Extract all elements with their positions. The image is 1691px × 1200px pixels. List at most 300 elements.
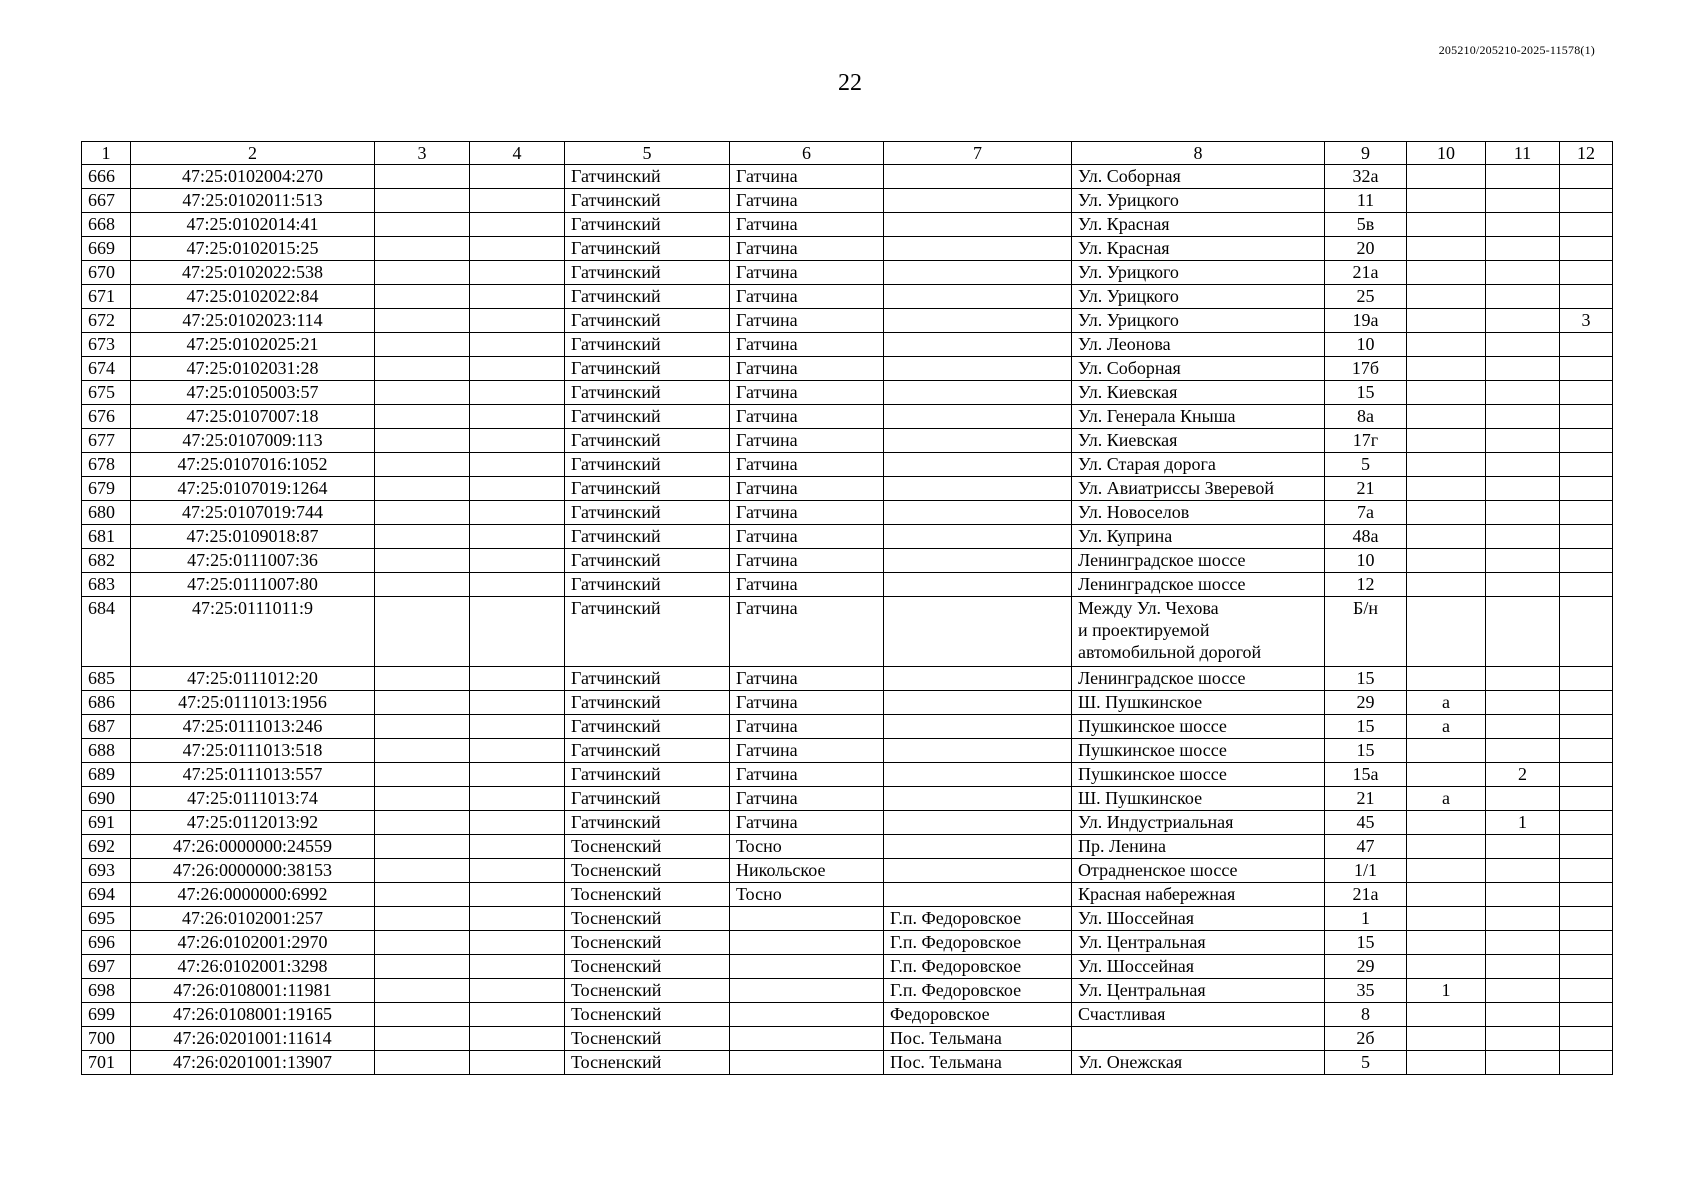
cell-locality — [884, 237, 1072, 261]
cell-number: 701 — [82, 1051, 131, 1075]
cell-number: 687 — [82, 715, 131, 739]
cell-col4 — [470, 333, 565, 357]
cell-settlement: Гатчина — [730, 237, 884, 261]
cell-col10 — [1407, 739, 1486, 763]
cell-col10 — [1407, 573, 1486, 597]
cell-settlement — [730, 979, 884, 1003]
cell-col11 — [1486, 859, 1560, 883]
cell-locality — [884, 333, 1072, 357]
cell-district: Тосненский — [565, 931, 730, 955]
cell-locality — [884, 835, 1072, 859]
cell-locality — [884, 405, 1072, 429]
cell-cadastral: 47:25:0102004:270 — [131, 165, 375, 189]
cell-col11 — [1486, 955, 1560, 979]
cell-col4 — [470, 285, 565, 309]
cell-locality — [884, 429, 1072, 453]
column-header: 11 — [1486, 142, 1560, 165]
cell-col10: а — [1407, 787, 1486, 811]
table-row — [82, 477, 1613, 501]
cell-col12 — [1560, 261, 1613, 285]
cell-col11 — [1486, 691, 1560, 715]
cell-house: 47 — [1325, 835, 1407, 859]
table-row — [82, 189, 1613, 213]
cell-cadastral: 47:26:0108001:19165 — [131, 1003, 375, 1027]
cell-street: Ул. Урицкого — [1072, 189, 1325, 213]
cell-col3 — [375, 691, 470, 715]
cell-house: 15 — [1325, 931, 1407, 955]
cell-street: Ул. Куприна — [1072, 525, 1325, 549]
cell-number: 684 — [82, 597, 131, 667]
cell-settlement: Гатчина — [730, 715, 884, 739]
cell-col10 — [1407, 237, 1486, 261]
cell-col10 — [1407, 333, 1486, 357]
cell-locality: Пос. Тельмана — [884, 1051, 1072, 1075]
cell-col12 — [1560, 931, 1613, 955]
cell-col10 — [1407, 213, 1486, 237]
table-row — [82, 309, 1613, 333]
cell-cadastral: 47:25:0111007:80 — [131, 573, 375, 597]
cell-district: Гатчинский — [565, 429, 730, 453]
cell-cadastral: 47:25:0102014:41 — [131, 213, 375, 237]
cell-col4 — [470, 213, 565, 237]
cell-house: 5в — [1325, 213, 1407, 237]
cell-number: 695 — [82, 907, 131, 931]
cell-district: Тосненский — [565, 979, 730, 1003]
cell-settlement: Гатчина — [730, 763, 884, 787]
cell-col3 — [375, 573, 470, 597]
cell-col4 — [470, 883, 565, 907]
cell-col12 — [1560, 429, 1613, 453]
cell-col12 — [1560, 835, 1613, 859]
cell-cadastral: 47:26:0102001:2970 — [131, 931, 375, 955]
column-header: 1 — [82, 142, 131, 165]
cell-col12: 3 — [1560, 309, 1613, 333]
cell-col3 — [375, 811, 470, 835]
column-header: 9 — [1325, 142, 1407, 165]
cell-col12 — [1560, 165, 1613, 189]
cell-number: 694 — [82, 883, 131, 907]
cell-locality — [884, 573, 1072, 597]
cell-col11 — [1486, 381, 1560, 405]
cell-col4 — [470, 357, 565, 381]
cell-street: Ул. Индустриальная — [1072, 811, 1325, 835]
cell-col3 — [375, 739, 470, 763]
cell-number: 696 — [82, 931, 131, 955]
cell-col12 — [1560, 333, 1613, 357]
cell-settlement: Гатчина — [730, 213, 884, 237]
cell-district: Гатчинский — [565, 333, 730, 357]
cell-col3 — [375, 189, 470, 213]
cell-district: Гатчинский — [565, 453, 730, 477]
cell-house: 15 — [1325, 667, 1407, 691]
cell-col4 — [470, 859, 565, 883]
table-row — [82, 333, 1613, 357]
cell-col11 — [1486, 907, 1560, 931]
cell-col10 — [1407, 1027, 1486, 1051]
cell-street: Ул. Соборная — [1072, 357, 1325, 381]
cell-col10 — [1407, 931, 1486, 955]
cell-locality — [884, 501, 1072, 525]
cell-col11 — [1486, 1003, 1560, 1027]
cell-cadastral: 47:25:0111007:36 — [131, 549, 375, 573]
cell-number: 675 — [82, 381, 131, 405]
cell-settlement: Гатчина — [730, 165, 884, 189]
cell-settlement: Гатчина — [730, 309, 884, 333]
cell-settlement: Гатчина — [730, 597, 884, 667]
cell-col12 — [1560, 525, 1613, 549]
table-row — [82, 955, 1613, 979]
cell-col4 — [470, 811, 565, 835]
cell-number: 699 — [82, 1003, 131, 1027]
cell-col11 — [1486, 309, 1560, 333]
cell-settlement: Гатчина — [730, 453, 884, 477]
cell-settlement: Гатчина — [730, 285, 884, 309]
cell-col4 — [470, 763, 565, 787]
cell-district: Гатчинский — [565, 573, 730, 597]
cell-col4 — [470, 1051, 565, 1075]
cell-number: 668 — [82, 213, 131, 237]
cell-col4 — [470, 381, 565, 405]
cell-settlement — [730, 1003, 884, 1027]
cell-cadastral: 47:25:0109018:87 — [131, 525, 375, 549]
cell-house: 5 — [1325, 1051, 1407, 1075]
cell-district: Гатчинский — [565, 501, 730, 525]
cell-col4 — [470, 1003, 565, 1027]
cell-col10 — [1407, 261, 1486, 285]
cell-district: Гатчинский — [565, 381, 730, 405]
cell-district: Гатчинский — [565, 667, 730, 691]
cell-locality — [884, 667, 1072, 691]
cell-col4 — [470, 667, 565, 691]
cell-street: Пушкинское шоссе — [1072, 763, 1325, 787]
cell-street: Ш. Пушкинское — [1072, 691, 1325, 715]
cell-col3 — [375, 333, 470, 357]
cell-col12 — [1560, 787, 1613, 811]
cell-locality — [884, 691, 1072, 715]
cell-district: Гатчинский — [565, 549, 730, 573]
cell-house: 29 — [1325, 691, 1407, 715]
cell-house: 8а — [1325, 405, 1407, 429]
cell-col10 — [1407, 1051, 1486, 1075]
cell-number: 678 — [82, 453, 131, 477]
cell-street: Ул. Авиатриссы Зверевой — [1072, 477, 1325, 501]
cell-house: 10 — [1325, 549, 1407, 573]
cell-street: Ленинградское шоссе — [1072, 667, 1325, 691]
cell-number: 692 — [82, 835, 131, 859]
cell-col12 — [1560, 907, 1613, 931]
cell-settlement: Гатчина — [730, 477, 884, 501]
cell-col3 — [375, 955, 470, 979]
cell-col4 — [470, 501, 565, 525]
cell-col3 — [375, 1051, 470, 1075]
cell-col3 — [375, 883, 470, 907]
cell-cadastral: 47:26:0102001:257 — [131, 907, 375, 931]
cell-number: 681 — [82, 525, 131, 549]
cell-cadastral: 47:25:0111013:1956 — [131, 691, 375, 715]
table-row — [82, 165, 1613, 189]
cell-house: 8 — [1325, 1003, 1407, 1027]
cell-locality — [884, 189, 1072, 213]
cell-number: 673 — [82, 333, 131, 357]
cell-house: 25 — [1325, 285, 1407, 309]
cell-col11 — [1486, 1051, 1560, 1075]
cell-house: 21а — [1325, 883, 1407, 907]
cell-col12 — [1560, 1027, 1613, 1051]
cell-col12 — [1560, 453, 1613, 477]
cell-col11 — [1486, 667, 1560, 691]
cell-locality — [884, 285, 1072, 309]
cell-house: 20 — [1325, 237, 1407, 261]
cell-col10 — [1407, 165, 1486, 189]
cell-col3 — [375, 715, 470, 739]
cell-street — [1072, 1027, 1325, 1051]
cell-locality: Г.п. Федоровское — [884, 955, 1072, 979]
cell-number: 679 — [82, 477, 131, 501]
cell-street: Между Ул. Чехова и проектируемой автомобильной дорогой — [1072, 597, 1325, 667]
cell-col3 — [375, 907, 470, 931]
cell-col4 — [470, 931, 565, 955]
cell-street: Пушкинское шоссе — [1072, 739, 1325, 763]
cell-street: Пр. Ленина — [1072, 835, 1325, 859]
table-body — [82, 165, 1613, 1075]
cell-district: Тосненский — [565, 1027, 730, 1051]
table-row — [82, 739, 1613, 763]
table-row — [82, 835, 1613, 859]
cell-col12 — [1560, 1003, 1613, 1027]
cell-cadastral: 47:25:0111013:557 — [131, 763, 375, 787]
cell-district: Гатчинский — [565, 477, 730, 501]
cell-col11 — [1486, 285, 1560, 309]
cell-house: 21 — [1325, 787, 1407, 811]
cell-col4 — [470, 261, 565, 285]
table-row — [82, 907, 1613, 931]
cell-street: Ул. Шоссейная — [1072, 907, 1325, 931]
cell-house: 15 — [1325, 381, 1407, 405]
cell-col3 — [375, 429, 470, 453]
cell-locality — [884, 309, 1072, 333]
cell-col4 — [470, 691, 565, 715]
table-row — [82, 1051, 1613, 1075]
cell-district: Тосненский — [565, 835, 730, 859]
cell-locality — [884, 453, 1072, 477]
cell-col11 — [1486, 739, 1560, 763]
cell-col3 — [375, 597, 470, 667]
cell-col3 — [375, 1003, 470, 1027]
cell-number: 693 — [82, 859, 131, 883]
cell-street: Ул. Урицкого — [1072, 285, 1325, 309]
cell-col3 — [375, 787, 470, 811]
cell-cadastral: 47:25:0102023:114 — [131, 309, 375, 333]
cell-col12 — [1560, 667, 1613, 691]
cell-col10 — [1407, 667, 1486, 691]
table-row — [82, 931, 1613, 955]
cell-settlement — [730, 1051, 884, 1075]
cell-house: 15 — [1325, 739, 1407, 763]
cell-col12 — [1560, 237, 1613, 261]
cell-district: Гатчинский — [565, 787, 730, 811]
cell-col11 — [1486, 715, 1560, 739]
cell-number: 672 — [82, 309, 131, 333]
cell-col10 — [1407, 357, 1486, 381]
cell-col3 — [375, 357, 470, 381]
cell-house: Б/н — [1325, 597, 1407, 667]
cell-settlement: Никольское — [730, 859, 884, 883]
cell-col12 — [1560, 1051, 1613, 1075]
table-row — [82, 525, 1613, 549]
cell-cadastral: 47:25:0111011:9 — [131, 597, 375, 667]
cell-house: 17б — [1325, 357, 1407, 381]
cell-locality: Федоровское — [884, 1003, 1072, 1027]
cell-col11 — [1486, 261, 1560, 285]
cell-col4 — [470, 429, 565, 453]
cell-settlement: Гатчина — [730, 811, 884, 835]
column-header: 7 — [884, 142, 1072, 165]
cell-col3 — [375, 405, 470, 429]
cell-col11 — [1486, 237, 1560, 261]
cell-locality — [884, 859, 1072, 883]
table-row — [82, 357, 1613, 381]
cell-col4 — [470, 237, 565, 261]
cell-col10 — [1407, 907, 1486, 931]
cell-col3 — [375, 285, 470, 309]
cell-street: Красная набережная — [1072, 883, 1325, 907]
cell-locality: Г.п. Федоровское — [884, 979, 1072, 1003]
cell-cadastral: 47:25:0107016:1052 — [131, 453, 375, 477]
cell-settlement: Гатчина — [730, 261, 884, 285]
cell-col4 — [470, 525, 565, 549]
cell-col4 — [470, 453, 565, 477]
cell-house: 15 — [1325, 715, 1407, 739]
column-header: 8 — [1072, 142, 1325, 165]
table-row — [82, 667, 1613, 691]
cell-district: Гатчинский — [565, 213, 730, 237]
cell-col4 — [470, 715, 565, 739]
cell-col11 — [1486, 405, 1560, 429]
cell-cadastral: 47:26:0000000:38153 — [131, 859, 375, 883]
cell-col4 — [470, 597, 565, 667]
cell-col10 — [1407, 859, 1486, 883]
table-row — [82, 213, 1613, 237]
cell-col4 — [470, 477, 565, 501]
cell-district: Гатчинский — [565, 165, 730, 189]
cell-col3 — [375, 859, 470, 883]
cell-col3 — [375, 763, 470, 787]
cell-cadastral: 47:25:0107019:1264 — [131, 477, 375, 501]
cell-cadastral: 47:25:0102011:513 — [131, 189, 375, 213]
table-row — [82, 1003, 1613, 1027]
cell-settlement: Тосно — [730, 835, 884, 859]
table-row — [82, 261, 1613, 285]
cell-col4 — [470, 907, 565, 931]
cell-col4 — [470, 189, 565, 213]
cell-col3 — [375, 501, 470, 525]
cell-district: Тосненский — [565, 883, 730, 907]
cell-col10 — [1407, 429, 1486, 453]
column-header: 4 — [470, 142, 565, 165]
cell-settlement: Гатчина — [730, 189, 884, 213]
cell-col12 — [1560, 477, 1613, 501]
cell-col12 — [1560, 381, 1613, 405]
cell-col3 — [375, 1027, 470, 1051]
cell-col11 — [1486, 525, 1560, 549]
cell-col12 — [1560, 763, 1613, 787]
cell-settlement: Гатчина — [730, 501, 884, 525]
table-row — [82, 381, 1613, 405]
table-row — [82, 715, 1613, 739]
cell-locality — [884, 597, 1072, 667]
cell-col12 — [1560, 573, 1613, 597]
cell-number: 697 — [82, 955, 131, 979]
cell-col3 — [375, 477, 470, 501]
cell-district: Гатчинский — [565, 189, 730, 213]
cell-settlement: Гатчина — [730, 405, 884, 429]
cell-col10 — [1407, 811, 1486, 835]
table-row — [82, 787, 1613, 811]
cell-col3 — [375, 261, 470, 285]
cell-settlement — [730, 955, 884, 979]
cell-col3 — [375, 453, 470, 477]
cell-number: 670 — [82, 261, 131, 285]
cell-locality — [884, 883, 1072, 907]
cell-cadastral: 47:25:0102015:25 — [131, 237, 375, 261]
cell-col12 — [1560, 549, 1613, 573]
cell-house: 5 — [1325, 453, 1407, 477]
cell-col10: а — [1407, 715, 1486, 739]
cell-col12 — [1560, 285, 1613, 309]
cell-district: Гатчинский — [565, 525, 730, 549]
cell-col3 — [375, 309, 470, 333]
cell-district: Гатчинский — [565, 285, 730, 309]
cell-street: Ул. Старая дорога — [1072, 453, 1325, 477]
cell-house: 19а — [1325, 309, 1407, 333]
cell-locality — [884, 525, 1072, 549]
cell-house: 15а — [1325, 763, 1407, 787]
cell-col3 — [375, 979, 470, 1003]
column-header: 2 — [131, 142, 375, 165]
cell-col11 — [1486, 477, 1560, 501]
cell-col10: а — [1407, 691, 1486, 715]
cell-street: Ул. Шоссейная — [1072, 955, 1325, 979]
cell-col12 — [1560, 883, 1613, 907]
cell-col12 — [1560, 405, 1613, 429]
table-row — [82, 597, 1613, 667]
table-row — [82, 979, 1613, 1003]
cell-cadastral: 47:25:0111013:246 — [131, 715, 375, 739]
cell-district: Гатчинский — [565, 309, 730, 333]
cell-col11 — [1486, 573, 1560, 597]
cell-street: Ул. Онежская — [1072, 1051, 1325, 1075]
cell-col10 — [1407, 453, 1486, 477]
cell-locality — [884, 715, 1072, 739]
cell-number: 685 — [82, 667, 131, 691]
cell-house: 45 — [1325, 811, 1407, 835]
cell-cadastral: 47:25:0111013:74 — [131, 787, 375, 811]
cell-house: 1 — [1325, 907, 1407, 931]
cell-col3 — [375, 667, 470, 691]
cell-house: 21а — [1325, 261, 1407, 285]
cell-district: Тосненский — [565, 907, 730, 931]
cell-street: Ул. Леонова — [1072, 333, 1325, 357]
cell-col3 — [375, 213, 470, 237]
cell-cadastral: 47:25:0105003:57 — [131, 381, 375, 405]
cell-house: 48а — [1325, 525, 1407, 549]
cell-number: 674 — [82, 357, 131, 381]
cell-col11 — [1486, 787, 1560, 811]
cell-col11 — [1486, 213, 1560, 237]
cell-settlement: Гатчина — [730, 381, 884, 405]
table-row — [82, 859, 1613, 883]
cell-house: 32а — [1325, 165, 1407, 189]
